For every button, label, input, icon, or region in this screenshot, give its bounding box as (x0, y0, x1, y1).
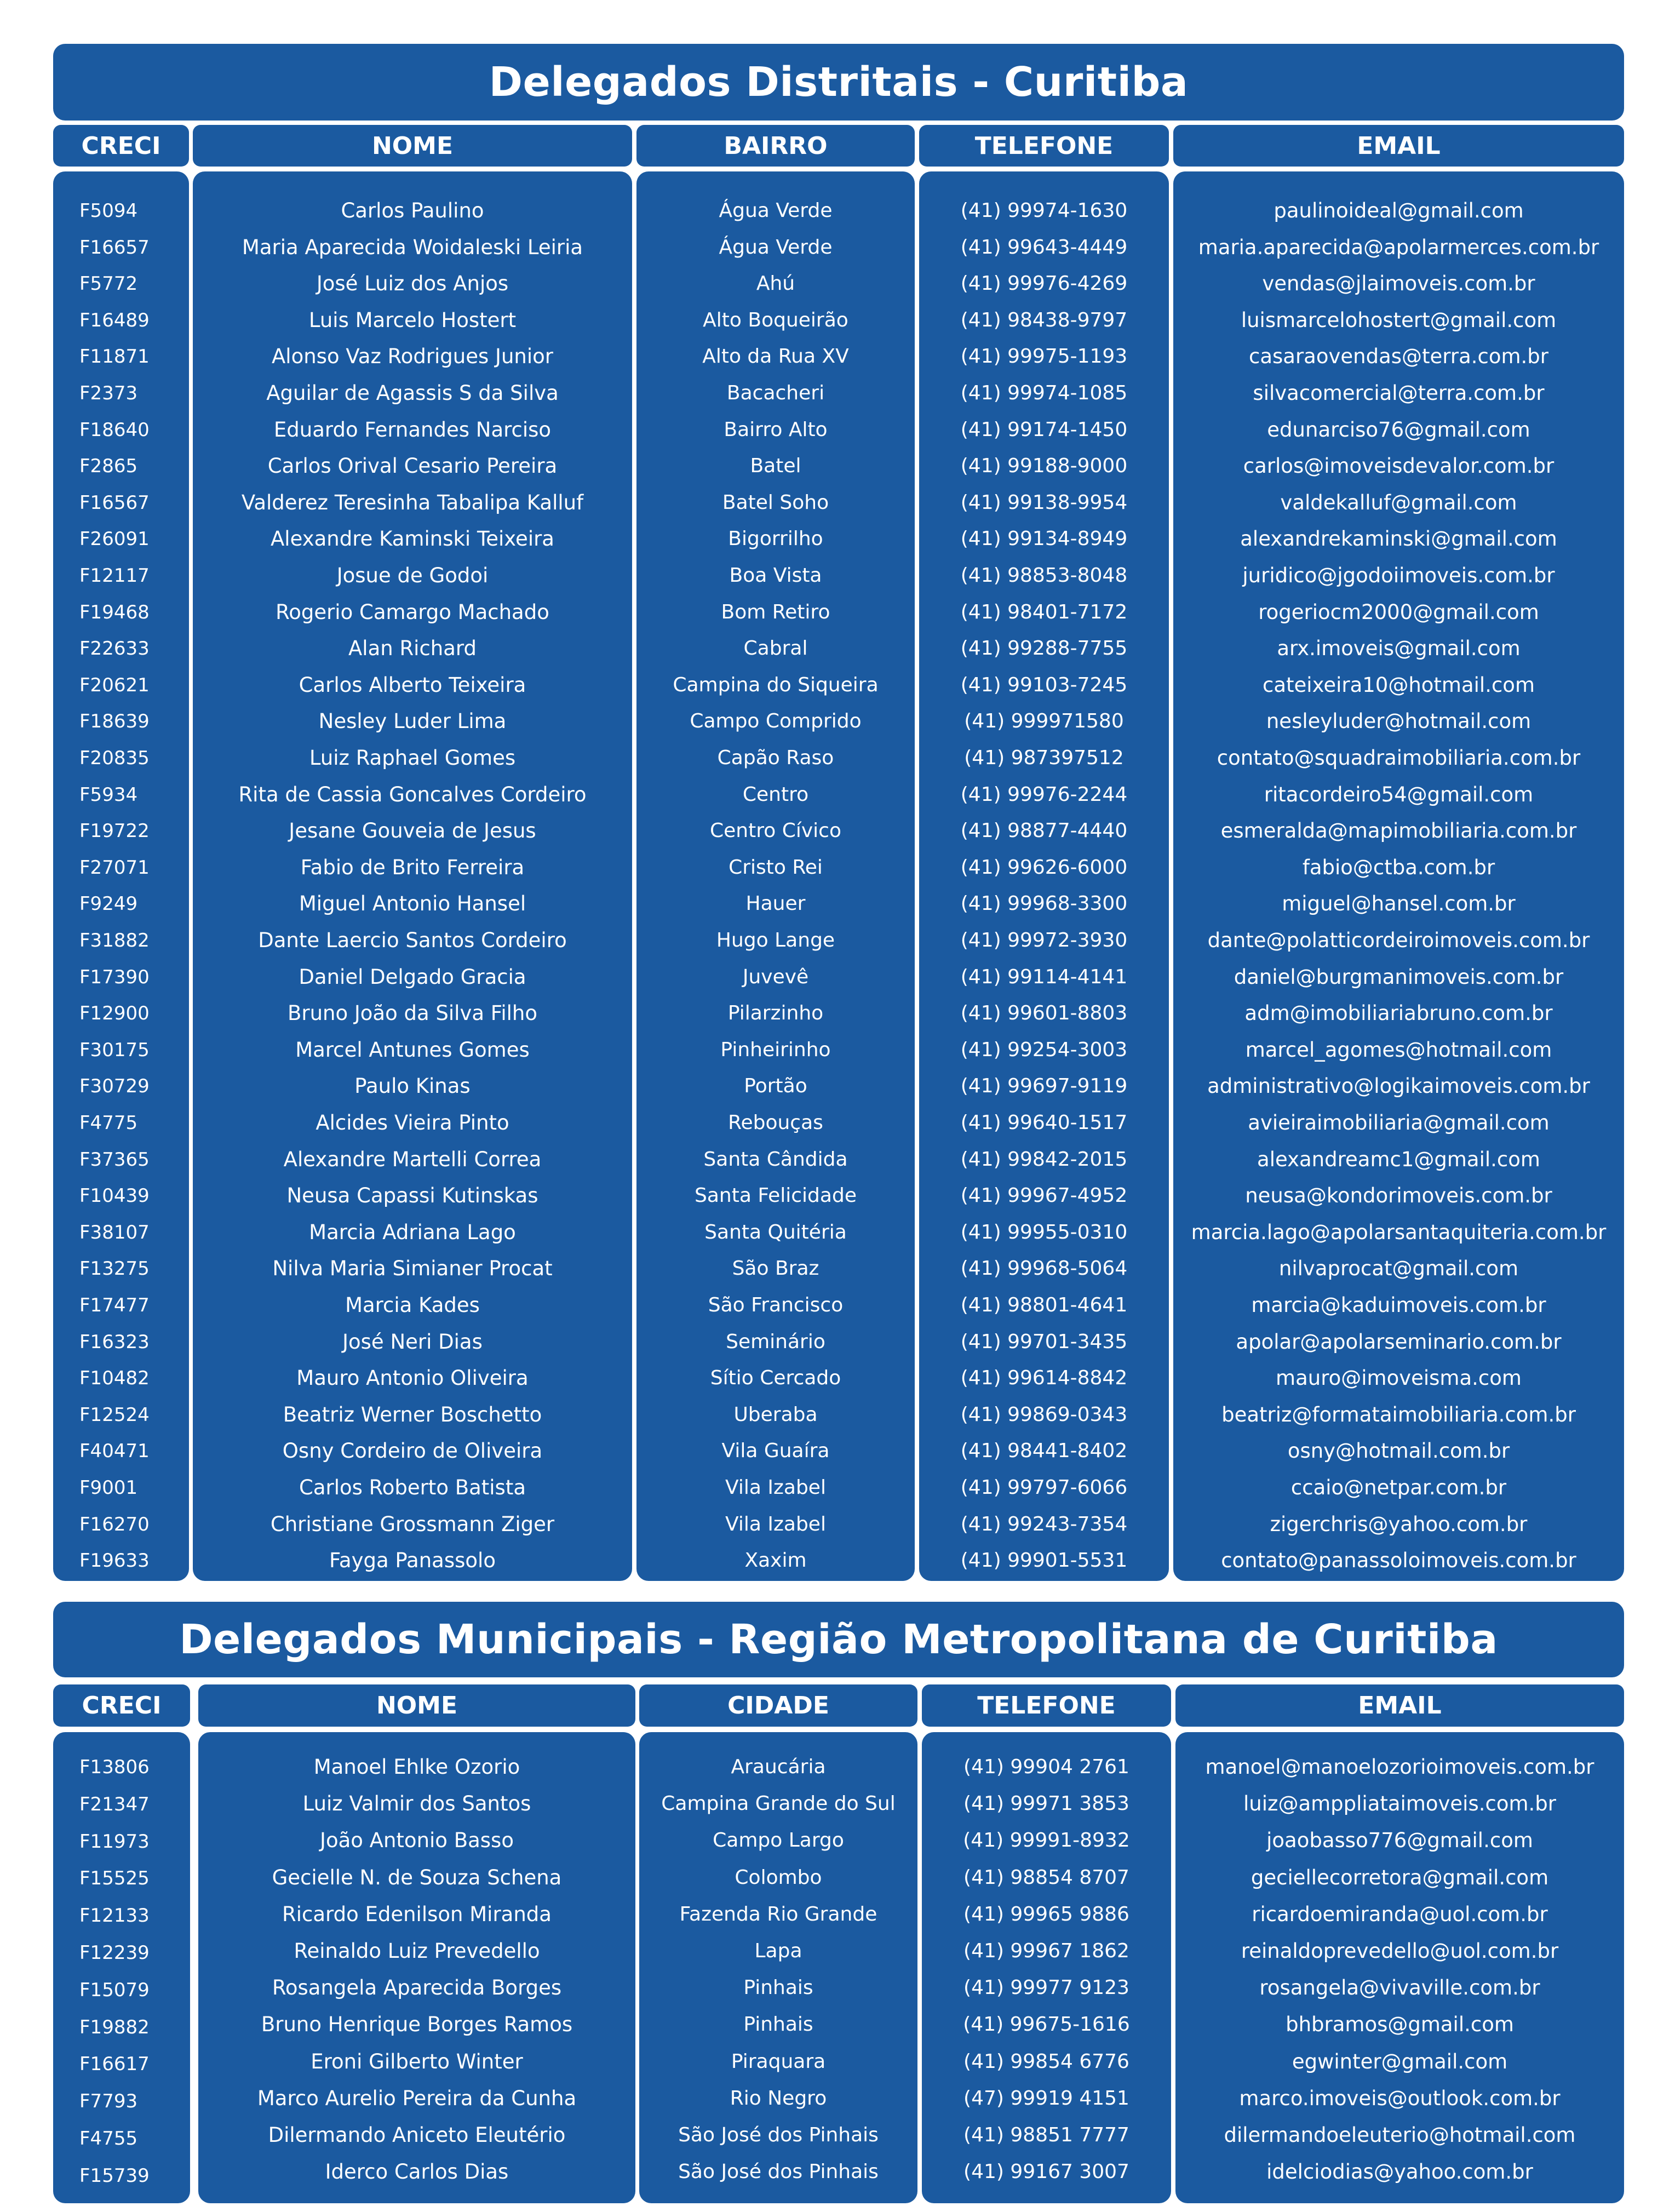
section1-cell-nome: Luis Marcelo Hostert (308, 308, 517, 332)
section2-cell-creci: F15079 (79, 1979, 150, 2001)
section1-cell-local: Pinheirinho (720, 1038, 831, 1061)
section1-cell-creci: F30175 (79, 1039, 150, 1061)
section1-cell-creci: F17390 (79, 966, 150, 988)
section2-cell-local: Campina Grande do Sul (661, 1792, 896, 1815)
section1-cell-email[interactable]: apolar@apolarseminario.com.br (1236, 1330, 1562, 1354)
section1-cell-telefone: (41) 99614-8842 (960, 1367, 1128, 1390)
section2-cell-telefone: (41) 99971 3853 (963, 1792, 1129, 1815)
section1-cell-nome: Josue de Godoi (336, 564, 489, 587)
section1-cell-creci: F19633 (79, 1550, 150, 1572)
section2-cell-local: Rio Negro (730, 2087, 827, 2110)
section1-cell-creci: F2865 (79, 455, 138, 478)
section2-cell-telefone: (41) 99904 2761 (963, 1756, 1129, 1778)
section1-cell-local: Santa Felicidade (695, 1184, 857, 1207)
section1-cell-nome: Alexandre Martelli Correa (283, 1147, 542, 1171)
section1-cell-local: Vila Izabel (725, 1476, 826, 1499)
section1-cell-creci: F19468 (79, 601, 150, 623)
section1-cell-nome: Alan Richard (348, 637, 477, 661)
section1-cell-email[interactable]: marcia@kaduimoveis.com.br (1251, 1293, 1546, 1317)
section2-col-email (1175, 1732, 1624, 2203)
section2-cell-email[interactable]: manoel@manoelozorioimoveis.com.br (1205, 1755, 1594, 1779)
section2-cell-local: São José dos Pinhais (678, 2124, 879, 2146)
section2-cell-local: Fazenda Rio Grande (679, 1902, 877, 1926)
section2-cell-telefone: (41) 99965 9886 (963, 1902, 1129, 1926)
section2-title: Delegados Municipais - Região Metropolitana de Curitiba (53, 1602, 1624, 1677)
section1-col-telefone (919, 171, 1169, 1581)
section1-cell-local: Hauer (745, 892, 806, 915)
section1-cell-telefone: (41) 999971580 (964, 710, 1124, 733)
section1-cell-local: São Braz (732, 1257, 819, 1280)
section1-header-creci: CRECI (53, 125, 189, 167)
section1-cell-nome: Mauro Antonio Oliveira (296, 1366, 529, 1390)
section1-cell-creci: F16270 (79, 1513, 150, 1535)
section1-cell-nome: Carlos Orival Cesario Pereira (267, 454, 558, 478)
section2-cell-creci: F12133 (79, 1905, 150, 1927)
section1-cell-nome: Rogerio Camargo Machado (276, 600, 549, 624)
section1-cell-local: Água Verde (719, 236, 833, 259)
section1-cell-local: Cabral (743, 637, 808, 660)
section1-header-nome: NOME (193, 125, 632, 167)
section1-cell-local: Ahú (756, 272, 795, 295)
section1-cell-creci: F2373 (79, 382, 138, 404)
section2-cell-nome: Bruno Henrique Borges Ramos (261, 2013, 573, 2037)
section1-cell-email[interactable]: nesleyluder@hotmail.com (1266, 709, 1531, 733)
section1-cell-email[interactable]: beatriz@formataimobiliaria.com.br (1221, 1402, 1576, 1426)
section1-cell-creci: F9249 (79, 893, 138, 915)
section1-cell-creci: F12117 (79, 565, 150, 587)
section1-cell-email[interactable]: fabio@ctba.com.br (1302, 855, 1495, 879)
section1-cell-local: Batel (750, 455, 801, 478)
section2-col-telefone (922, 1732, 1171, 2203)
section1-cell-email[interactable]: rogeriocm2000@gmail.com (1258, 600, 1539, 624)
section2-header-cidade: CIDADE (639, 1684, 917, 1727)
section1-cell-local: Alto Boqueirão (703, 308, 848, 331)
section1-cell-telefone: (41) 99974-1085 (960, 382, 1128, 404)
section1-cell-creci: F16323 (79, 1331, 150, 1353)
section1-cell-email[interactable]: dante@polatticordeiroimoveis.com.br (1207, 929, 1590, 952)
section2-cell-creci: F15739 (79, 2164, 150, 2187)
section1-cell-nome: Nesley Luder Lima (318, 709, 507, 733)
section1-cell-nome: Fayga Panassolo (329, 1549, 496, 1573)
section2-cell-creci: F16617 (79, 2053, 150, 2076)
section2-header-email: EMAIL (1175, 1684, 1624, 1727)
section1-cell-telefone: (41) 99955-0310 (960, 1220, 1128, 1243)
section2-cell-email[interactable]: luiz@amppliataimoveis.com.br (1243, 1792, 1556, 1816)
section1-cell-creci: F18640 (79, 419, 150, 441)
section1-cell-nome: Nilva Maria Simianer Procat (272, 1257, 553, 1281)
section2-cell-telefone: (41) 99167 3007 (963, 2161, 1129, 2184)
section1-cell-nome: Maria Aparecida Woidaleski Leiria (242, 235, 583, 259)
section2-cell-email[interactable]: rosangela@vivaville.com.br (1259, 1976, 1540, 2000)
section2-cell-telefone: (41) 99854 6776 (963, 2050, 1129, 2073)
section1-cell-email[interactable]: casaraovendas@terra.com.br (1249, 345, 1548, 369)
section1-cell-nome: Bruno João da Silva Filho (287, 1001, 538, 1025)
section1-cell-local: Vila Guaíra (721, 1440, 830, 1463)
section2-cell-local: Lapa (754, 1940, 802, 1962)
section2-cell-nome: Gecielle N. de Souza Schena (272, 1865, 562, 1889)
section2-col-nome (198, 1732, 635, 2203)
section1-cell-nome: Marcia Adriana Lago (309, 1220, 516, 1244)
section1-cell-local: Batel Soho (722, 491, 829, 514)
section1-header-bairro: BAIRRO (636, 125, 915, 167)
section1-cell-creci: F5094 (79, 200, 138, 222)
section1-cell-telefone: (41) 99901-5531 (960, 1549, 1128, 1572)
section1-cell-telefone: (41) 99869-0343 (960, 1403, 1128, 1426)
section1-cell-creci: F20621 (79, 674, 150, 696)
section1-cell-nome: Fabio de Brito Ferreira (300, 855, 525, 879)
section2-header-creci: CRECI (53, 1684, 190, 1727)
section1-cell-email[interactable]: daniel@burgmanimoveis.com.br (1234, 965, 1564, 989)
section1-cell-telefone: (41) 98401-7172 (960, 600, 1128, 623)
section2-cell-creci: F13806 (79, 1756, 150, 1778)
section1-cell-local: Alto da Rua XV (702, 345, 849, 368)
section1-cell-nome: Jesane Gouveia de Jesus (289, 819, 536, 843)
section1-cell-email[interactable]: carlos@imoveisdevalor.com.br (1243, 454, 1554, 478)
section1-cell-nome: Beatriz Werner Boschetto (283, 1402, 542, 1426)
section1-cell-local: Santa Quitéria (704, 1220, 847, 1243)
section1-col-email (1173, 171, 1624, 1581)
section2-cell-email[interactable]: bhbramos@gmail.com (1286, 2013, 1514, 2037)
section2-cell-telefone: (47) 99919 4151 (963, 2087, 1129, 2110)
section1-cell-creci: F30729 (79, 1075, 150, 1098)
section1-cell-email[interactable]: esmeralda@mapimobiliaria.com.br (1220, 819, 1577, 843)
section1-cell-creci: F16567 (79, 491, 150, 514)
section1-cell-telefone: (41) 99601-8803 (960, 1002, 1128, 1025)
section1-cell-creci: F18639 (79, 710, 150, 733)
section1-cell-creci: F12524 (79, 1403, 150, 1426)
section1-cell-nome: José Luiz dos Anjos (316, 272, 509, 296)
section1-cell-nome: Marcel Antunes Gomes (295, 1038, 530, 1062)
section1-cell-creci: F17477 (79, 1294, 150, 1316)
section1-cell-local: Sítio Cercado (710, 1367, 841, 1390)
section2-cell-email[interactable]: reinaldoprevedello@uol.com.br (1241, 1939, 1559, 1963)
section2-cell-nome: Rosangela Aparecida Borges (272, 1976, 562, 2000)
section1-cell-local: Portão (744, 1075, 807, 1098)
section1-col-creci (53, 171, 189, 1581)
section1-cell-telefone: (41) 99188-9000 (960, 455, 1128, 478)
section2-cell-nome: Eroni Gilberto Winter (311, 2049, 523, 2073)
section1-cell-email[interactable]: contato@squadraimobiliaria.com.br (1217, 746, 1581, 770)
section2-cell-creci: F21347 (79, 1793, 150, 1815)
section1-cell-telefone: (41) 99975-1193 (960, 345, 1128, 368)
section1-cell-email[interactable]: valdekalluf@gmail.com (1280, 490, 1517, 514)
section1-cell-local: Santa Cândida (703, 1148, 848, 1171)
section1-cell-telefone: (41) 99243-7354 (960, 1512, 1128, 1535)
section2-cell-local: Colombo (735, 1866, 822, 1889)
section2-cell-local: Pinhais (743, 1976, 813, 1999)
section1-cell-telefone: (41) 99968-3300 (960, 892, 1128, 915)
section1-cell-local: Vila Izabel (725, 1512, 826, 1535)
section1-cell-email[interactable]: arx.imoveis@gmail.com (1277, 637, 1521, 661)
section1-cell-telefone: (41) 99967-4952 (960, 1184, 1128, 1207)
section1-cell-nome: Christiane Grossmann Ziger (270, 1512, 555, 1536)
section2-cell-telefone: (41) 98851 7777 (963, 2124, 1129, 2146)
section1-cell-email[interactable]: mauro@imoveisma.com (1276, 1366, 1522, 1390)
section1-cell-creci: F26091 (79, 528, 150, 551)
section1-cell-email[interactable]: marcel_agomes@hotmail.com (1245, 1038, 1552, 1062)
section1-cell-telefone: (41) 99134-8949 (960, 528, 1128, 551)
section2-cell-nome: Luiz Valmir dos Santos (302, 1792, 531, 1816)
section1-cell-local: Centro Cívico (710, 820, 841, 843)
section1-cell-local: São Francisco (708, 1294, 844, 1316)
section1-cell-creci: F20835 (79, 747, 150, 769)
section1-cell-nome: Miguel Antonio Hansel (299, 892, 526, 916)
section2-cell-nome: Iderco Carlos Dias (325, 2160, 509, 2184)
section1-cell-local: Bacacheri (726, 382, 825, 404)
section1-cell-creci: F27071 (79, 856, 150, 879)
section1-cell-creci: F5934 (79, 783, 138, 806)
section2-cell-nome: Marco Aurelio Pereira da Cunha (257, 2086, 577, 2110)
section1-cell-telefone: (41) 99138-9954 (960, 491, 1128, 514)
section1-cell-email[interactable]: luismarcelohostert@gmail.com (1241, 308, 1557, 332)
section1-cell-telefone: (41) 99797-6066 (960, 1476, 1128, 1499)
section1-cell-nome: Alcides Vieira Pinto (316, 1111, 509, 1134)
section1-cell-email[interactable]: administrativo@logikaimoveis.com.br (1207, 1074, 1590, 1098)
section1-cell-local: Bairro Alto (724, 418, 828, 441)
section1-cell-telefone: (41) 98877-4440 (960, 820, 1128, 843)
section2-cell-creci: F12239 (79, 1942, 150, 1964)
section1-cell-nome: Alonso Vaz Rodrigues Junior (272, 345, 553, 369)
section1-cell-email[interactable]: zigerchris@yahoo.com.br (1270, 1512, 1528, 1536)
section1-cell-local: Capão Raso (717, 747, 834, 769)
section1-cell-nome: Marcia Kades (345, 1293, 480, 1317)
section1-cell-nome: Dante Laercio Santos Cordeiro (258, 929, 567, 952)
section1-cell-email[interactable]: vendas@jlaimoveis.com.br (1262, 272, 1535, 296)
section1-cell-telefone: (41) 99626-6000 (960, 856, 1128, 879)
section2-cell-creci: F19882 (79, 2016, 150, 2038)
section1-cell-email[interactable]: silvacomercial@terra.com.br (1253, 381, 1545, 405)
section2-cell-email[interactable]: marco.imoveis@outlook.com.br (1239, 2086, 1561, 2110)
section2-cell-nome: Manoel Ehlke Ozorio (313, 1755, 520, 1779)
section2-cell-local: São José dos Pinhais (678, 2161, 879, 2184)
section1-col-bairro (636, 171, 915, 1581)
section1-cell-nome: Valderez Teresinha Tabalipa Kalluf (241, 490, 584, 514)
section1-cell-creci: F12900 (79, 1002, 150, 1025)
section2-header-telefone: TELEFONE (922, 1684, 1171, 1727)
section1-col-nome (193, 171, 632, 1581)
section1-cell-email[interactable]: avieiraimobiliaria@gmail.com (1248, 1111, 1550, 1134)
section1-cell-email[interactable]: nilvaprocat@gmail.com (1278, 1257, 1519, 1281)
section2-cell-local: Piraquara (731, 2050, 826, 2073)
section1-cell-creci: F37365 (79, 1148, 150, 1171)
section1-cell-email[interactable]: adm@imobiliariabruno.com.br (1244, 1001, 1553, 1025)
section2-cell-email[interactable]: joaobasso776@gmail.com (1266, 1829, 1533, 1853)
section2-cell-local: Araucária (731, 1756, 826, 1778)
section1-cell-telefone: (41) 98801-4641 (960, 1294, 1128, 1316)
section2-cell-local: Pinhais (743, 2013, 813, 2036)
section1-cell-local: Campo Comprido (690, 710, 862, 733)
section1-cell-telefone: (41) 99640-1517 (960, 1111, 1128, 1134)
section2-cell-nome: Dilermando Aniceto Eleutério (268, 2123, 566, 2147)
section1-cell-local: Uberaba (733, 1403, 818, 1426)
section1-header-telefone: TELEFONE (919, 125, 1169, 167)
section1-cell-creci: F31882 (79, 930, 150, 952)
section2-cell-email[interactable]: idelciodias@yahoo.com.br (1266, 2160, 1533, 2184)
section2-col-creci (53, 1732, 190, 2203)
section1-cell-local: Água Verde (719, 199, 833, 222)
section1-cell-creci: F4775 (79, 1112, 138, 1134)
section2-cell-telefone: (41) 99977 9123 (963, 1976, 1129, 1999)
section1-cell-local: Bigorrilho (728, 528, 823, 551)
section1-cell-telefone: (41) 99288-7755 (960, 637, 1128, 660)
section2-cell-creci: F11973 (79, 1830, 150, 1853)
section1-cell-local: Juvevê (742, 965, 809, 988)
section2-cell-nome: João Antonio Basso (320, 1829, 514, 1853)
section2-cell-creci: F4755 (79, 2128, 138, 2150)
section1-cell-nome: Carlos Paulino (341, 199, 484, 222)
section1-cell-nome: Paulo Kinas (354, 1074, 471, 1098)
section1-cell-local: Rebouças (728, 1111, 823, 1134)
section1-cell-email[interactable]: osny@hotmail.com.br (1287, 1439, 1510, 1463)
section1-cell-email[interactable]: marcia.lago@apolarsantaquiteria.com.br (1191, 1220, 1607, 1244)
section1-cell-creci: F11871 (79, 346, 150, 368)
section1-cell-nome: Eduardo Fernandes Narciso (273, 417, 552, 442)
section1-cell-telefone: (41) 987397512 (964, 747, 1124, 769)
section1-cell-email[interactable]: contato@panassoloimoveis.com.br (1221, 1549, 1576, 1573)
section1-cell-email[interactable]: ritacordeiro54@gmail.com (1264, 782, 1534, 806)
section2-cell-creci: F15525 (79, 1867, 150, 1890)
section1-cell-telefone: (41) 98441-8402 (960, 1440, 1128, 1463)
section1-cell-local: Centro (742, 783, 809, 806)
section1-cell-email[interactable]: juridico@jgodoiimoveis.com.br (1242, 564, 1555, 587)
section1-cell-telefone: (41) 98438-9797 (960, 308, 1128, 331)
section1-title: Delegados Distritais - Curitiba (53, 44, 1624, 121)
section1-cell-creci: F16657 (79, 236, 150, 259)
section1-cell-creci: F9001 (79, 1477, 138, 1499)
section2-cell-telefone: (41) 99675-1616 (963, 2013, 1130, 2036)
section1-cell-nome: Osny Cordeiro de Oliveira (282, 1439, 543, 1463)
section2-cell-email[interactable]: ricardoemiranda@uol.com.br (1252, 1902, 1548, 1926)
section1-cell-telefone: (41) 99697-9119 (960, 1075, 1128, 1098)
section1-cell-local: Bom Retiro (721, 600, 830, 623)
section1-cell-local: Cristo Rei (728, 856, 823, 879)
section1-cell-nome: Luiz Raphael Gomes (309, 746, 516, 770)
section2-cell-nome: Ricardo Edenilson Miranda (282, 1902, 552, 1926)
section1-cell-creci: F10439 (79, 1185, 150, 1207)
section1-header-email: EMAIL (1173, 125, 1624, 167)
section1-cell-nome: Daniel Delgado Gracia (299, 965, 526, 989)
section1-cell-nome: Alexandre Kaminski Teixeira (271, 527, 554, 551)
section1-cell-email[interactable]: alexandreamc1@gmail.com (1257, 1147, 1540, 1171)
section2-cell-telefone: (41) 99991-8932 (963, 1829, 1130, 1852)
section1-cell-local: Hugo Lange (716, 929, 835, 952)
section1-cell-nome: José Neri Dias (342, 1330, 483, 1354)
section1-cell-telefone: (41) 99701-3435 (960, 1330, 1128, 1353)
section2-cell-email[interactable]: egwinter@gmail.com (1292, 2049, 1508, 2073)
section1-cell-nome: Rita de Cassia Goncalves Cordeiro (238, 782, 587, 806)
section2-cell-creci: F7793 (79, 2090, 138, 2113)
section1-cell-nome: Aguilar de Agassis S da Silva (266, 381, 559, 405)
section1-cell-nome: Carlos Alberto Teixeira (299, 673, 526, 697)
section1-cell-telefone: (41) 99114-4141 (960, 965, 1128, 988)
section1-cell-local: Campina do Siqueira (673, 673, 879, 696)
section2-header-nome: NOME (198, 1684, 635, 1727)
section1-cell-email[interactable]: edunarciso76@gmail.com (1267, 417, 1530, 442)
section1-cell-email[interactable]: maria.aparecida@apolarmerces.com.br (1198, 235, 1599, 259)
section1-cell-telefone: (41) 99842-2015 (960, 1148, 1128, 1171)
section1-cell-telefone: (41) 99103-7245 (960, 673, 1128, 696)
section1-cell-creci: F19722 (79, 820, 150, 843)
section1-cell-telefone: (41) 99974-1630 (960, 199, 1128, 222)
section1-cell-email[interactable]: ccaio@netpar.com.br (1290, 1476, 1507, 1499)
section1-cell-email[interactable]: cateixeira10@hotmail.com (1263, 673, 1535, 697)
section1-cell-local: Xaxim (744, 1549, 807, 1572)
section1-cell-local: Boa Vista (729, 564, 822, 587)
section1-cell-creci: F10482 (79, 1367, 150, 1390)
section2-cell-email[interactable]: geciellecorretora@gmail.com (1250, 1865, 1549, 1889)
section1-cell-telefone: (41) 99643-4449 (960, 236, 1128, 259)
section1-cell-creci: F22633 (79, 638, 150, 660)
section2-cell-telefone: (41) 98854 8707 (963, 1866, 1129, 1889)
section1-cell-telefone: (41) 99972-3930 (960, 929, 1128, 952)
section1-cell-telefone: (41) 99254-3003 (960, 1038, 1128, 1061)
section1-cell-local: Pilarzinho (727, 1002, 824, 1025)
section1-cell-telefone: (41) 99174-1450 (960, 418, 1128, 441)
section1-cell-telefone: (41) 99976-2244 (960, 783, 1128, 806)
section1-cell-creci: F16489 (79, 309, 150, 331)
section2-cell-email[interactable]: dilermandoeleuterio@hotmail.com (1224, 2123, 1576, 2147)
section1-cell-creci: F13275 (79, 1258, 150, 1280)
section2-cell-nome: Reinaldo Luiz Prevedello (294, 1939, 540, 1963)
section1-cell-local: Seminário (726, 1330, 825, 1353)
section2-col-cidade (639, 1732, 917, 2203)
section1-cell-telefone: (41) 99968-5064 (960, 1257, 1128, 1280)
section2-cell-telefone: (41) 99967 1862 (963, 1940, 1129, 1962)
section1-cell-email[interactable]: neusa@kondorimoveis.com.br (1245, 1184, 1552, 1208)
section1-cell-creci: F5772 (79, 273, 138, 295)
section1-cell-email[interactable]: paulinoideal@gmail.com (1274, 199, 1524, 222)
section1-cell-creci: F40471 (79, 1440, 150, 1463)
section1-cell-telefone: (41) 98853-8048 (960, 564, 1128, 587)
section1-cell-creci: F38107 (79, 1221, 150, 1243)
section1-cell-nome: Carlos Roberto Batista (299, 1476, 526, 1499)
section1-cell-email[interactable]: alexandrekaminski@gmail.com (1240, 527, 1557, 551)
section1-cell-telefone: (41) 99976-4269 (960, 272, 1128, 295)
section2-cell-local: Campo Largo (713, 1829, 844, 1852)
section1-cell-nome: Neusa Capassi Kutinskas (286, 1184, 538, 1208)
section1-cell-email[interactable]: miguel@hansel.com.br (1282, 892, 1516, 916)
